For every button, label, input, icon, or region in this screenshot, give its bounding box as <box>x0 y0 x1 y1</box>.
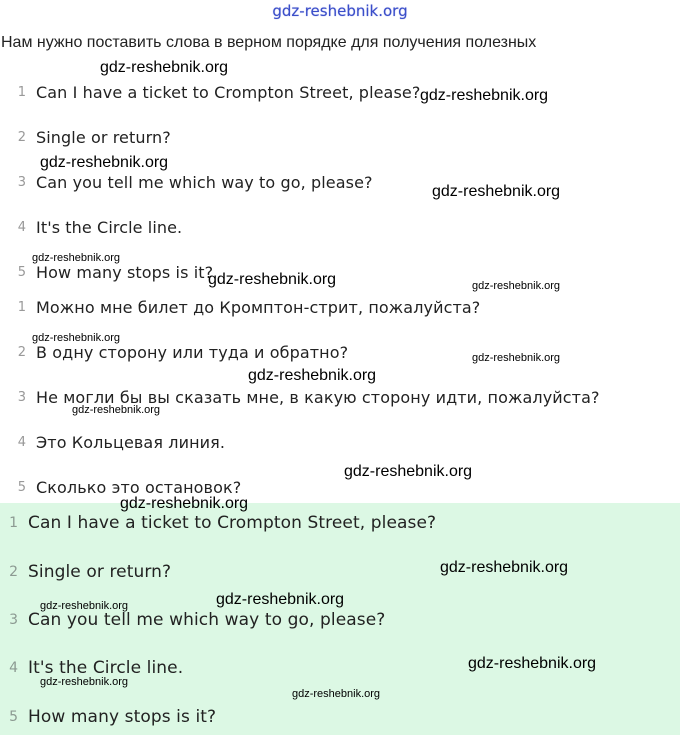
item-number: 4 <box>17 434 26 450</box>
item-number: 1 <box>9 515 18 531</box>
watermark: gdz-reshebnik.org <box>472 352 561 364</box>
highlighted-item <box>0 559 171 585</box>
item-text: Это Кольцевая линия. <box>36 432 226 452</box>
watermark: gdz-reshebnik.org <box>292 688 381 700</box>
watermark: gdz-reshebnik.org <box>468 655 597 672</box>
watermark: gdz-reshebnik.org <box>248 367 377 384</box>
item-number: 4 <box>9 660 18 676</box>
watermark: gdz-reshebnik.org <box>72 404 161 416</box>
item-number: 5 <box>9 709 18 725</box>
watermark: gdz-reshebnik.org <box>40 154 169 171</box>
watermark: gdz-reshebnik.org <box>100 59 229 76</box>
highlighted-item <box>0 510 436 536</box>
watermark: gdz-reshebnik.org <box>216 591 345 608</box>
english-item <box>0 169 373 195</box>
watermark: gdz-reshebnik.org <box>472 280 561 292</box>
item-text: How many stops is it? <box>36 262 214 282</box>
watermark: gdz-reshebnik.org <box>32 332 121 344</box>
header-watermark: gdz-reshebnik.org <box>272 2 408 20</box>
item-text: Can I have a ticket to Crompton Street, please? <box>36 82 421 102</box>
watermark: gdz-reshebnik.org <box>120 495 249 512</box>
item-text: Single or return? <box>28 562 172 582</box>
watermark: gdz-reshebnik.org <box>208 271 337 288</box>
item-text: It's the Circle line. <box>28 658 184 678</box>
watermark: gdz-reshebnik.org <box>32 252 121 264</box>
watermark: gdz-reshebnik.org <box>40 676 129 688</box>
intro-text: Нам нужно поставить слова в верном порядке для получения полезных <box>1 34 537 51</box>
item-number: 5 <box>17 264 26 280</box>
item-number: 3 <box>17 389 26 405</box>
item-text: It's the Circle line. <box>36 217 183 237</box>
watermark: gdz-reshebnik.org <box>440 559 569 576</box>
item-text: Can you tell me which way to go, please? <box>28 610 386 630</box>
russian-item <box>0 294 480 320</box>
english-item <box>0 124 171 150</box>
item-text: Can you tell me which way to go, please? <box>36 172 373 192</box>
item-number: 2 <box>9 564 18 580</box>
watermark: gdz-reshebnik.org <box>420 87 549 104</box>
item-text: Single or return? <box>36 127 171 147</box>
item-text: Can I have a ticket to Crompton Street, please? <box>28 513 437 533</box>
item-number: 1 <box>17 299 26 315</box>
russian-item <box>0 429 225 455</box>
item-number: 3 <box>9 612 18 628</box>
item-number: 1 <box>17 84 26 100</box>
watermark: gdz-reshebnik.org <box>40 600 129 612</box>
highlighted-item <box>0 704 216 730</box>
item-text: В одну сторону или туда и обратно? <box>36 342 349 362</box>
watermark: gdz-reshebnik.org <box>432 183 561 200</box>
item-number: 4 <box>17 219 26 235</box>
item-text: Не могли бы вы сказать мне, в какую сторону идти, пожалуйста? <box>36 387 600 407</box>
watermark: gdz-reshebnik.org <box>344 463 473 480</box>
item-number: 2 <box>17 344 26 360</box>
item-number: 2 <box>17 129 26 145</box>
english-item <box>0 79 420 105</box>
item-number: 3 <box>17 174 26 190</box>
english-item <box>0 214 182 240</box>
item-number: 5 <box>17 479 26 495</box>
item-text: Можно мне билет до Кромптон-стрит, пожалуйста? <box>36 297 481 317</box>
item-text: How many stops is it? <box>28 707 217 727</box>
item-text: Сколько это остановок? <box>36 477 242 497</box>
